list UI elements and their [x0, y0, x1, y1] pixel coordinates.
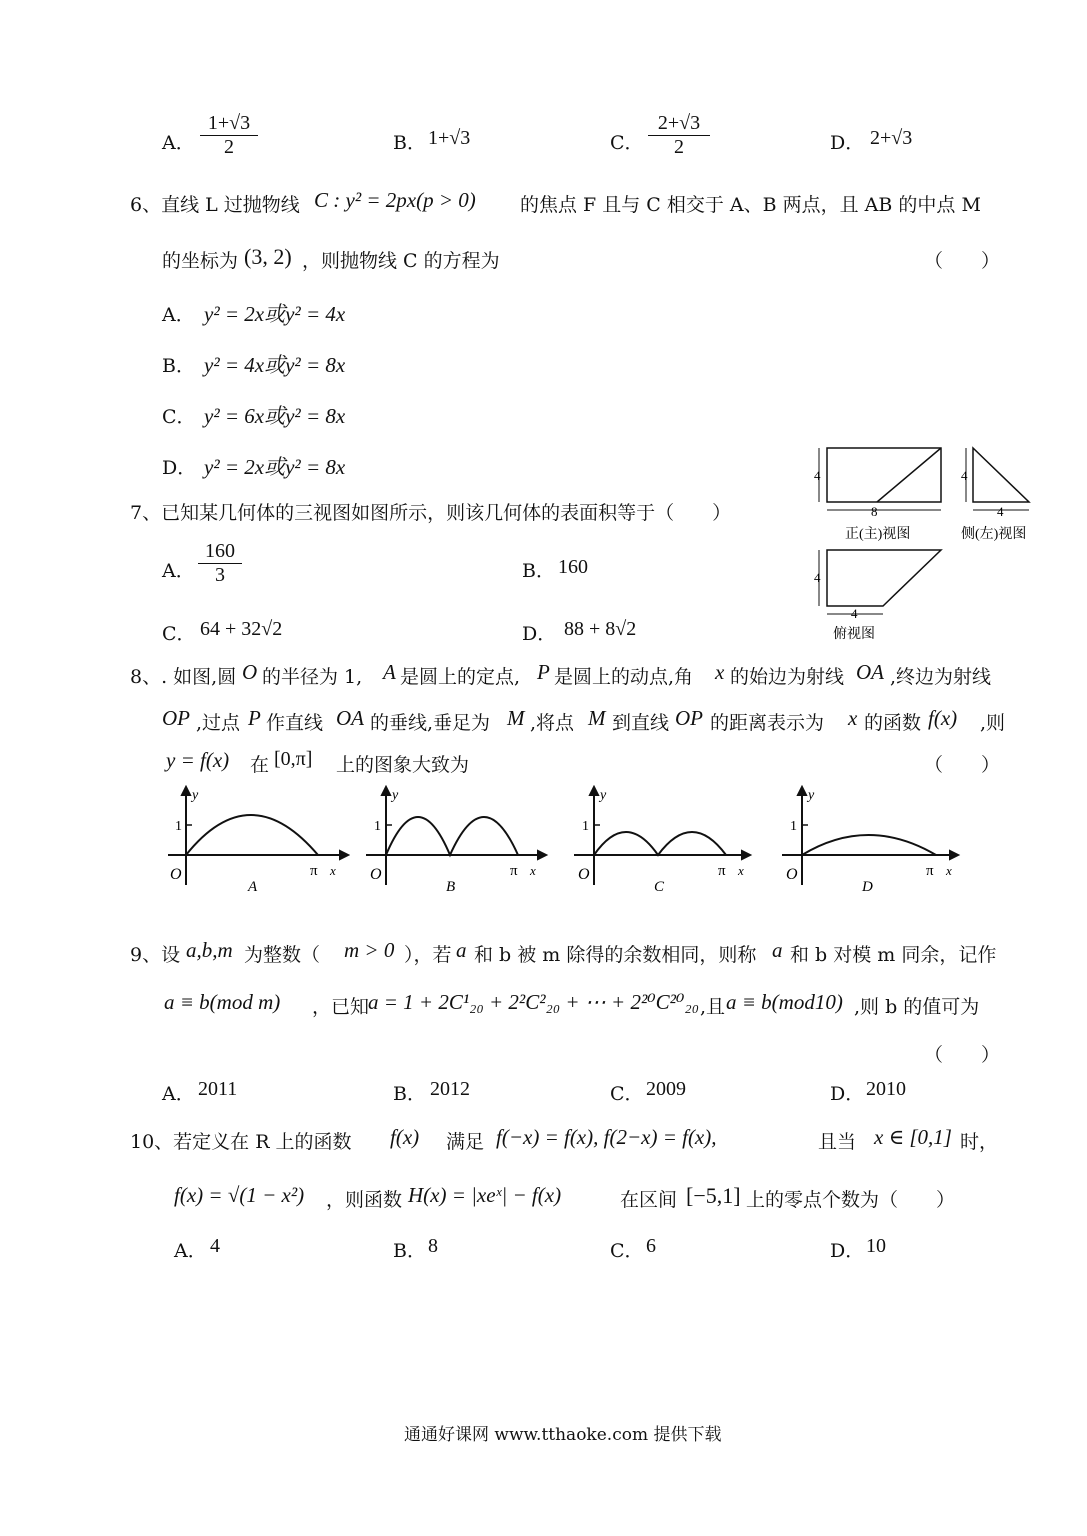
- q9-option-b-label: B．: [393, 1083, 426, 1105]
- front-view-rect: [827, 448, 941, 502]
- q8-graph-c: [570, 785, 760, 895]
- front-view-diagonal: [877, 448, 941, 502]
- q10-t6: 在区间: [620, 1189, 678, 1211]
- q8-v-O: O: [242, 660, 258, 684]
- q7-option-a-label: A．: [162, 560, 195, 582]
- q7-option-a-fraction: [198, 540, 242, 587]
- q8-graph-a-origin: O: [170, 866, 182, 883]
- side-dim-4: 4: [961, 468, 968, 483]
- q10-f-definition: f(x) = √(1 − x²): [174, 1183, 305, 1207]
- q10-option-c-value: 6: [646, 1235, 656, 1257]
- q8-v-A: A: [383, 660, 396, 684]
- top-dim-4b: 4: [851, 606, 858, 621]
- q8-graph-c-one: 1: [582, 819, 589, 834]
- q8-graph-b-label: B: [446, 879, 456, 895]
- q8-graph-b: [362, 785, 552, 895]
- q8-graph-b-origin: O: [370, 866, 382, 883]
- q8-graph-d-x: x: [946, 863, 952, 878]
- q10-t5: ，则函数: [326, 1189, 403, 1211]
- q5-option-d-label: D．: [830, 132, 865, 154]
- q8-v-OP: OP: [162, 706, 190, 730]
- q9-v-abm: a,b,m: [186, 938, 233, 962]
- q9-option-a-label: A．: [162, 1083, 195, 1105]
- q9-option-a-value: 2011: [198, 1078, 238, 1100]
- q6-option-c-label: C．: [162, 406, 196, 428]
- front-dim-4: 4: [814, 468, 821, 483]
- q5-option-b-label: B．: [393, 132, 426, 154]
- q8-t12: 的距离表示为: [710, 712, 825, 734]
- q10-v-fx: f(x): [390, 1125, 420, 1149]
- q7-option-d-value: 88 + 8√2: [564, 618, 637, 640]
- q9-t6: ，已知: [312, 996, 370, 1018]
- q9-t4: 和 b 被 m 除得的余数相同，则称: [474, 944, 757, 966]
- q6-line2-rest: ，则抛物线 C 的方程为: [302, 250, 500, 272]
- q10-t1: 10、若定义在 R 上的函数: [130, 1131, 352, 1153]
- q8-t15: 在: [250, 754, 270, 776]
- q9-option-d-value: 2010: [866, 1078, 906, 1100]
- q8-v-M2: M: [588, 706, 606, 730]
- q9-a-congruence: a ≡ b(mod10): [726, 990, 843, 1014]
- q9-answer-paren: （ ）: [924, 1044, 1001, 1066]
- q8-t2: 的半径为 1,: [262, 666, 363, 688]
- side-dim-4b: 4: [997, 504, 1004, 519]
- q8-t10: ,将点: [530, 712, 575, 734]
- q8-v-OA2: OA: [336, 706, 364, 730]
- side-view-triangle: [973, 448, 1029, 502]
- q8-v-x: x: [715, 660, 725, 684]
- q8-v-P2: P: [248, 706, 261, 730]
- q6-option-b-value: y² = 4x或y² = 8x: [204, 353, 346, 377]
- q8-graph-a: [160, 785, 350, 895]
- q8-graph-c-x: x: [738, 863, 744, 878]
- q8-graph-c-curve: [594, 832, 726, 855]
- q8-t6: ,终边为射线: [890, 666, 992, 688]
- q5-option-b-value: 1+√3: [428, 127, 471, 149]
- q10-interval: [−5,1]: [686, 1183, 741, 1208]
- q8-graph-c-origin: O: [578, 866, 590, 883]
- q9-v-a2: a: [772, 938, 783, 962]
- q8-graph-b-pi: π: [510, 863, 518, 879]
- q8-v-OP2: OP: [675, 706, 703, 730]
- q5-option-a-num: 1+√3: [200, 112, 258, 136]
- q8-t14: ,则: [980, 712, 1006, 734]
- q8-graph-b-one: 1: [374, 819, 381, 834]
- q9-t5: 和 b 对模 m 同余，记作: [790, 944, 997, 966]
- q6-option-a-value: y² = 2x或y² = 4x: [204, 302, 346, 326]
- q8-t16: 上的图象大致为: [336, 754, 470, 776]
- q7-option-b-label: B．: [522, 560, 555, 582]
- q8-t1: 8、. 如图,圆: [130, 666, 237, 688]
- q5-option-a-fraction: [200, 112, 258, 159]
- q10-t4: 时，: [960, 1131, 999, 1153]
- q6-midpoint: (3, 2): [244, 244, 292, 269]
- q8-graph-d-y: y: [808, 788, 815, 803]
- front-dim-8: 8: [871, 504, 878, 519]
- top-view-shape: [827, 550, 941, 606]
- q8-graph-c-y: y: [600, 788, 607, 803]
- q9-option-d-label: D．: [830, 1083, 865, 1105]
- front-view-label: 正(主)视图: [845, 527, 911, 542]
- q8-v-y-eq: y = f(x): [166, 748, 230, 772]
- q8-graph-d-one: 1: [790, 819, 797, 834]
- q8-graph-b-curve: [386, 817, 518, 855]
- q8-graph-d-label: D: [862, 879, 873, 895]
- q8-graph-a-y: y: [192, 788, 199, 803]
- q6-parabola-equation: C : y² = 2px(p > 0): [314, 188, 476, 212]
- q8-t5: 的始边为射线: [730, 666, 845, 688]
- q9-v-a: a: [456, 938, 467, 962]
- q5-option-a-den: 2: [224, 136, 234, 158]
- q8-v-fx: f(x): [928, 706, 958, 730]
- q10-t7: 上的零点个数为（ ）: [746, 1189, 956, 1211]
- q9-option-b-value: 2012: [430, 1078, 470, 1100]
- q7-three-view-figure: [805, 438, 1050, 643]
- q6-option-d-label: D．: [162, 457, 197, 479]
- q6-line2-pre: 的坐标为: [162, 250, 239, 272]
- q8-graph-a-pi: π: [310, 863, 318, 879]
- q8-t3: 是圆上的定点,: [400, 666, 521, 688]
- q5-option-a-label: A．: [162, 132, 195, 154]
- q8-t13: 的函数: [864, 712, 922, 734]
- q6-option-c-value: y² = 6x或y² = 8x: [204, 404, 346, 428]
- q10-option-d-label: D．: [830, 1240, 865, 1262]
- q10-H-definition: H(x) = |xeˣ| − f(x): [408, 1183, 562, 1207]
- q9-t2: 为整数（: [244, 944, 321, 966]
- q7-stem: 7、已知某几何体的三视图如图所示，则该几何体的表面积等于（ ）: [130, 502, 732, 524]
- q5-option-d-value: 2+√3: [870, 127, 913, 149]
- q8-answer-paren: （ ）: [924, 754, 1001, 776]
- top-view-label: 俯视图: [833, 627, 875, 642]
- q10-t2: 满足: [446, 1131, 485, 1153]
- q10-option-c-label: C．: [610, 1240, 644, 1262]
- q9-option-c-label: C．: [610, 1083, 644, 1105]
- q8-graph-c-pi: π: [718, 863, 726, 879]
- q8-v-x2: x: [848, 706, 858, 730]
- q8-graph-a-x: x: [330, 863, 336, 878]
- q9-t8: ,则 b 的值可为: [854, 996, 980, 1018]
- q9-t1: 9、设: [130, 944, 181, 966]
- q7-option-c-label: C．: [162, 623, 196, 645]
- q8-v-M: M: [507, 706, 525, 730]
- q10-option-b-value: 8: [428, 1235, 438, 1257]
- q8-t7: ,过点: [196, 712, 241, 734]
- q8-graph-a-one: 1: [175, 819, 182, 834]
- q9-congruence-notation: a ≡ b(mod m): [164, 990, 281, 1014]
- q8-graph-a-curve: [186, 815, 318, 855]
- q6-option-d-value: y² = 2x或y² = 8x: [204, 455, 346, 479]
- q10-domain: x ∈ [0,1]: [874, 1125, 952, 1149]
- top-dim-4: 4: [814, 570, 821, 585]
- q8-t11: 到直线: [612, 712, 670, 734]
- q8-graph-b-y: y: [392, 788, 399, 803]
- q5-option-c-den: 2: [674, 136, 684, 158]
- q8-graph-d: [778, 785, 968, 895]
- q8-t4: 是圆上的动点,角: [554, 666, 694, 688]
- q8-t8: 作直线: [266, 712, 324, 734]
- q5-option-c-label: C．: [610, 132, 644, 154]
- q10-t3: 且当: [818, 1131, 857, 1153]
- q6-option-b-label: B．: [162, 355, 195, 377]
- side-view-label: 侧(左)视图: [961, 527, 1027, 542]
- q6-option-a-label: A．: [162, 304, 195, 326]
- q7-option-c-value: 64 + 32√2: [200, 618, 283, 640]
- q10-option-a-value: 4: [210, 1235, 220, 1257]
- q7-option-b-value: 160: [558, 556, 588, 578]
- q10-option-b-label: B．: [393, 1240, 426, 1262]
- q6-stem-rest: 的焦点 F 且与 C 相交于 A、B 两点，且 AB 的中点 M: [520, 194, 981, 216]
- q10-option-d-value: 10: [866, 1235, 886, 1257]
- q9-option-c-value: 2009: [646, 1078, 686, 1100]
- page-footer: 通通好课网 www.tthaoke.com 提供下载: [404, 1425, 722, 1445]
- q8-graph-b-x: x: [530, 863, 536, 878]
- q5-option-c-fraction: [648, 112, 710, 159]
- q9-a-definition: a = 1 + 2C¹₂₀ + 2²C²₂₀ + ⋯ + 2²⁰C²⁰₂₀: [368, 990, 699, 1014]
- q8-interval: [0,π]: [274, 748, 313, 770]
- q9-v-cond: m > 0: [344, 938, 395, 962]
- q8-t9: 的垂线,垂足为: [370, 712, 491, 734]
- q9-t3: ），若: [404, 944, 452, 966]
- q5-option-c-num: 2+√3: [648, 112, 710, 136]
- q8-graph-d-origin: O: [786, 866, 798, 883]
- q10-conditions: f(−x) = f(x), f(2−x) = f(x),: [496, 1125, 717, 1149]
- q7-option-d-label: D．: [522, 623, 557, 645]
- q6-stem-start: 6、直线 L 过抛物线: [130, 194, 300, 216]
- q9-t7: ,且: [700, 996, 726, 1018]
- q10-option-a-label: A．: [174, 1240, 207, 1262]
- q7-option-a-den: 3: [215, 564, 225, 586]
- q8-v-OA: OA: [856, 660, 884, 684]
- q6-answer-paren: （ ）: [924, 250, 1001, 272]
- q8-v-P: P: [537, 660, 550, 684]
- q8-graph-d-pi: π: [926, 863, 934, 879]
- q8-graph-a-label: A: [248, 879, 258, 895]
- q8-graph-d-curve: [802, 835, 936, 855]
- q7-option-a-num: 160: [198, 540, 242, 564]
- q8-graph-c-label: C: [654, 879, 665, 895]
